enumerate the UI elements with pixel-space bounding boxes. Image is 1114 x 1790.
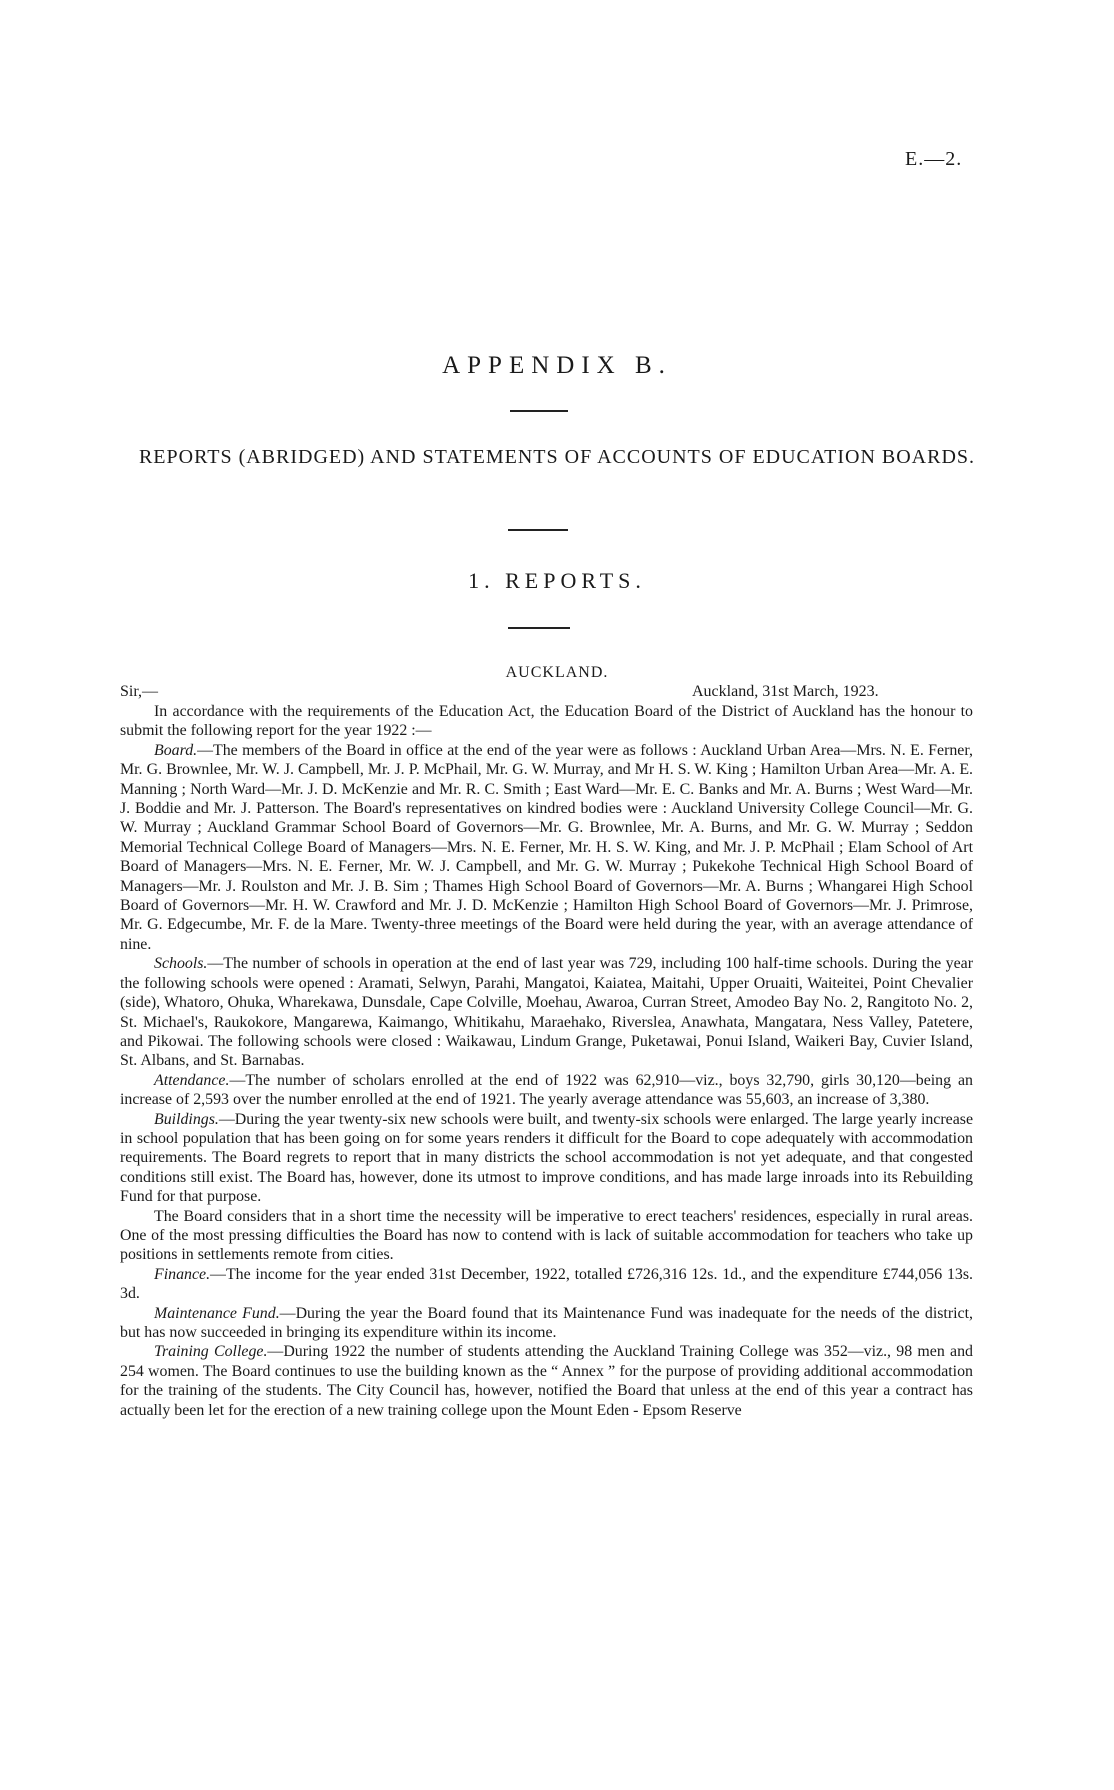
paragraph-text: —During the year the Board found that its Maintenance Fund was inadequate for the needs of the district, but has now succeeded in bringing its expenditure within its income. bbox=[120, 1304, 973, 1341]
paragraph-heading: Board. bbox=[154, 741, 198, 759]
divider bbox=[508, 529, 568, 531]
report-paragraph bbox=[120, 702, 973, 741]
section-title: 1. REPORTS. bbox=[468, 568, 646, 593]
divider bbox=[508, 627, 570, 629]
report-paragraph bbox=[120, 741, 973, 954]
paragraph-text: —The members of the Board in office at the end of the year were as follows : Auckland Urban Area—Mrs. N. E. Ferner, Mr. G. Brownlee, Mr. W. J. Campbell, Mr. J. P. McPhail, Mr. G. W. Murray, and Mr H. S. W. King ; Hamilton Urban Area—Mr. A. E. Manning ; North Ward—Mr. J. D. McKenzie and Mr. R. C. Smith ; East Ward—Mr. E. C. Banks and Mr. A. Burns ; West Ward—Mr. J. Boddie and Mr. J. Patterson. The Board's representatives on kindred bodies were : Auckland University College Council—Mr. G. W. Murray ; Auckland Grammar School Board of Governors—Mr. G. Brownlee, Mr. A. Burns, and Mr. G. W. Murray ; Seddon Memorial Technical College Board of Managers—Mrs. N. E. Ferner, Mr. H. S. W. King, and Mr. J. P. McPhail ; Elam School of Art Board of Managers—Mrs. N. E. Ferner, Mr. W. J. Campbell, and Mr. G. W. Murray ; Pukekohe Technical High School Board of Managers—Mr. J. Roulston and Mr. J. B. Sim ; Thames High School Board of Governors—Mr. A. Burns ; Whangarei High School Board of Governors—Mr. H. W. Crawford and Mr. J. D. McKenzie ; Hamilton High School Board of Governors—Mr. J. Primrose, Mr. G. Edgecumbe, Mr. F. de la Mare. Twenty-three meetings of the Board were held during the year, with an average attendance of nine. bbox=[120, 741, 973, 953]
report-paragraph bbox=[120, 1207, 973, 1265]
page-reference: E.—2. bbox=[905, 148, 963, 170]
report-paragraph bbox=[120, 1304, 973, 1343]
report-paragraph bbox=[120, 954, 973, 1070]
paragraph-text: —The number of scholars enrolled at the end of 1922 was 62,910—viz., boys 32,790, girls 30,120—being an increase of 2,593 over the number enrolled at the end of 1921. The yearly average attendance was 55,603, an increase of 3,380. bbox=[120, 1071, 973, 1109]
appendix-title: APPENDIX B. bbox=[442, 352, 672, 379]
report-body bbox=[120, 702, 973, 1420]
paragraph-heading: Training College. bbox=[154, 1343, 268, 1361]
divider bbox=[510, 410, 568, 412]
letter-date: Auckland, 31st March, 1923. bbox=[692, 683, 879, 700]
paragraph-text: The Board considers that in a short time the necessity will be imperative to erect teachers' residences, especially in rural areas. One of the most pressing difficulties the Board has now to contend with is lack of suitable accommodation for teachers who take up positions in settlements remote from cities. bbox=[120, 1207, 973, 1264]
paragraph-heading: Schools. bbox=[154, 955, 208, 973]
paragraph-heading: Buildings. bbox=[154, 1110, 219, 1128]
paragraph-text: —The income for the year ended 31st December, 1922, totalled £726,316 12s. 1d., and the expenditure £744,056 13s. 3d. bbox=[120, 1265, 973, 1303]
paragraph-text: —During the year twenty-six new schools were built, and twenty-six schools were enlarged. The large yearly increase in school population that has been going on for some years renders it difficult for the Board to cope adequately with accommodation requirements. The Board regrets to report that in many districts the school accommodation is not yet adequate, and that congested conditions still exist. The Board has, however, done its utmost to improve conditions, and has made large inroads into its Rebuilding Fund for that purpose. bbox=[120, 1110, 973, 1206]
report-paragraph bbox=[120, 1110, 973, 1207]
report-paragraph bbox=[120, 1342, 973, 1420]
paragraph-text: —During 1922 the number of students attending the Auckland Training College was 352—viz., 98 men and 254 women. The Board continues to use the building known as the “ Annex ” for the purpose of providing additional accommodation for the training of the students. The City Council has, however, notified the Board that unless at the end of this year a contract has actually been let for the erection of a new training college upon the Mount Eden - Epsom Reserve bbox=[120, 1343, 973, 1419]
report-paragraph bbox=[120, 1265, 973, 1304]
letter-salutation: Sir,— bbox=[120, 683, 159, 700]
paragraph-heading: Maintenance Fund. bbox=[154, 1304, 280, 1322]
paragraph-text: —The number of schools in operation at the end of last year was 729, including 100 half-time schools. During the year the following schools were opened : Aramati, Selwyn, Parahi, Mangatoi, Kaiatea, Maitahi, Upper Oruaiti, Waiteitei, Point Chevalier (side), Whatoro, Ohuka, Wharekawa, Dunsdale, Cape Colville, Moehau, Awaroa, Curran Street, Amodeo Bay No. 2, Rangitoto No. 2, St. Michael's, Raukokore, Mangarewa, Kaimango, Whitikahu, Maraehako, Riverslea, Anawhata, Mangatara, Ness Valley, Patetere, and Pikowai. The following schools were closed : Waikawau, Lindum Grange, Puketawai, Ponui Island, Waikeri Bay, Cuvier Island, St. Albans, and St. Barnabas. bbox=[120, 955, 973, 1070]
district-title: AUCKLAND. bbox=[505, 664, 609, 681]
report-paragraph bbox=[120, 1071, 973, 1110]
main-title: REPORTS (ABRIDGED) AND STATEMENTS OF ACCOUNTS OF EDUCATION BOARDS. bbox=[138, 446, 976, 468]
paragraph-text: In accordance with the requirements of the Education Act, the Education Board of the District of Auckland has the honour to submit the following report for the year 1922 :— bbox=[120, 703, 973, 740]
paragraph-heading: Attendance. bbox=[154, 1071, 230, 1089]
paragraph-heading: Finance. bbox=[154, 1265, 211, 1283]
